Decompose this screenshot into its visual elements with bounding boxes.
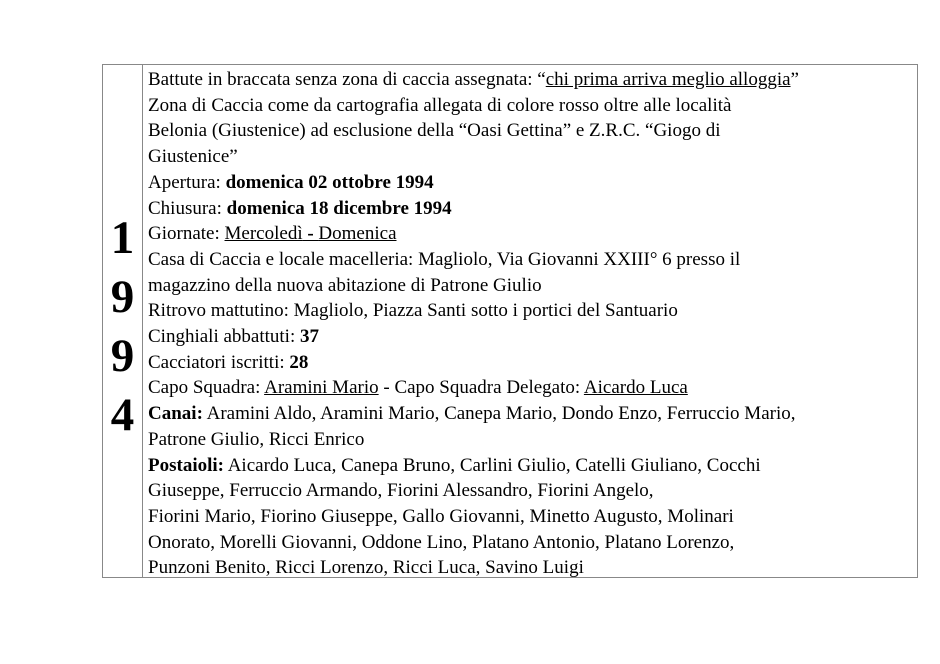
meeting-point-line: Ritrovo mattutino: Magliolo, Piazza Santi sotto i portici del Santuario — [148, 300, 678, 322]
posts-names: Aicardo Luca, Canepa Bruno, Carlini Giulio, Catelli Giuliano, Cocchi — [224, 454, 761, 476]
zone-line-1: Zona di Caccia come da cartografia allegata di colore rosso oltre alle località — [148, 94, 732, 116]
dog-handlers-names: Aramini Aldo, Aramini Mario, Canepa Mario, Dondo Enzo, Ferruccio Mario, — [202, 403, 796, 425]
year-digit: 9 — [110, 271, 135, 323]
leader-name: Aramini Mario — [264, 377, 379, 399]
hunters-line — [148, 350, 917, 376]
closing-line — [148, 196, 917, 222]
closing-date: domenica 18 dicembre 1994 — [226, 197, 452, 219]
year-column — [103, 65, 143, 577]
season-details — [143, 65, 917, 577]
season-table — [102, 64, 918, 578]
day-wednesday: Mercoledì — [224, 223, 303, 245]
posts-line-3: Fiorini Mario, Fiorino Giuseppe, Gallo Giovanni, Minetto Augusto, Molinari — [148, 505, 734, 527]
posts-line-2: Giuseppe, Ferruccio Armando, Fiorini Alessandro, Fiorini Angelo, — [148, 480, 654, 502]
posts-line-5: Punzoni Benito, Ricci Lorenzo, Ricci Luca, Savino Luigi — [148, 557, 584, 579]
day-sunday: Domenica — [318, 223, 397, 245]
hunt-type-line — [148, 67, 917, 93]
hunters-count: 28 — [289, 351, 309, 373]
quote-close: ” — [790, 69, 799, 90]
lodge-line-1: Casa di Caccia e locale macelleria: Magliolo, Via Giovanni XXIII° 6 presso il — [148, 248, 741, 270]
dog-handlers-label: Canai: — [148, 403, 203, 425]
zone-line-3: Giustenice” — [148, 146, 238, 168]
zone-line-2: Belonia (Giustenice) ad esclusione della “Oasi Gettina” e Z.R.C. “Giogo di — [148, 120, 721, 142]
hunters-label: Cacciatori iscritti: — [148, 351, 290, 373]
deputy-label: - Capo Squadra Delegato: — [378, 377, 584, 399]
boars-line — [148, 324, 917, 350]
boars-label: Cinghiali abbattuti: — [148, 326, 300, 348]
days-label: Giornate: — [148, 223, 225, 245]
dog-handlers-line-2: Patrone Giulio, Ricci Enrico — [148, 428, 365, 450]
year-digit: 4 — [110, 389, 135, 441]
lodge-line-2: magazzino della nuova abitazione di Patrone Giulio — [148, 274, 542, 296]
days-separator: - — [302, 223, 319, 245]
hunt-type-text: Battute in braccata senza zona di caccia assegnata: “ — [148, 69, 546, 90]
year-digit: 9 — [110, 330, 135, 382]
opening-date: domenica 02 ottobre 1994 — [225, 171, 434, 193]
opening-label: Apertura: — [148, 171, 226, 193]
hunt-motto: chi prima arriva meglio alloggia — [545, 69, 791, 90]
deputy-name: Aicardo Luca — [583, 377, 688, 399]
dog-handlers-line-1 — [148, 401, 917, 427]
posts-label: Postaioli: — [148, 454, 224, 476]
leader-label: Capo Squadra: — [148, 377, 265, 399]
posts-line-1 — [148, 453, 917, 479]
leader-line — [148, 375, 917, 401]
closing-label: Chiusura: — [148, 197, 227, 219]
boars-count: 37 — [299, 326, 319, 348]
opening-line — [148, 170, 917, 196]
days-line — [148, 221, 917, 247]
year-digit: 1 — [110, 212, 135, 264]
posts-line-4: Onorato, Morelli Giovanni, Oddone Lino, Platano Antonio, Platano Lorenzo, — [148, 531, 735, 553]
